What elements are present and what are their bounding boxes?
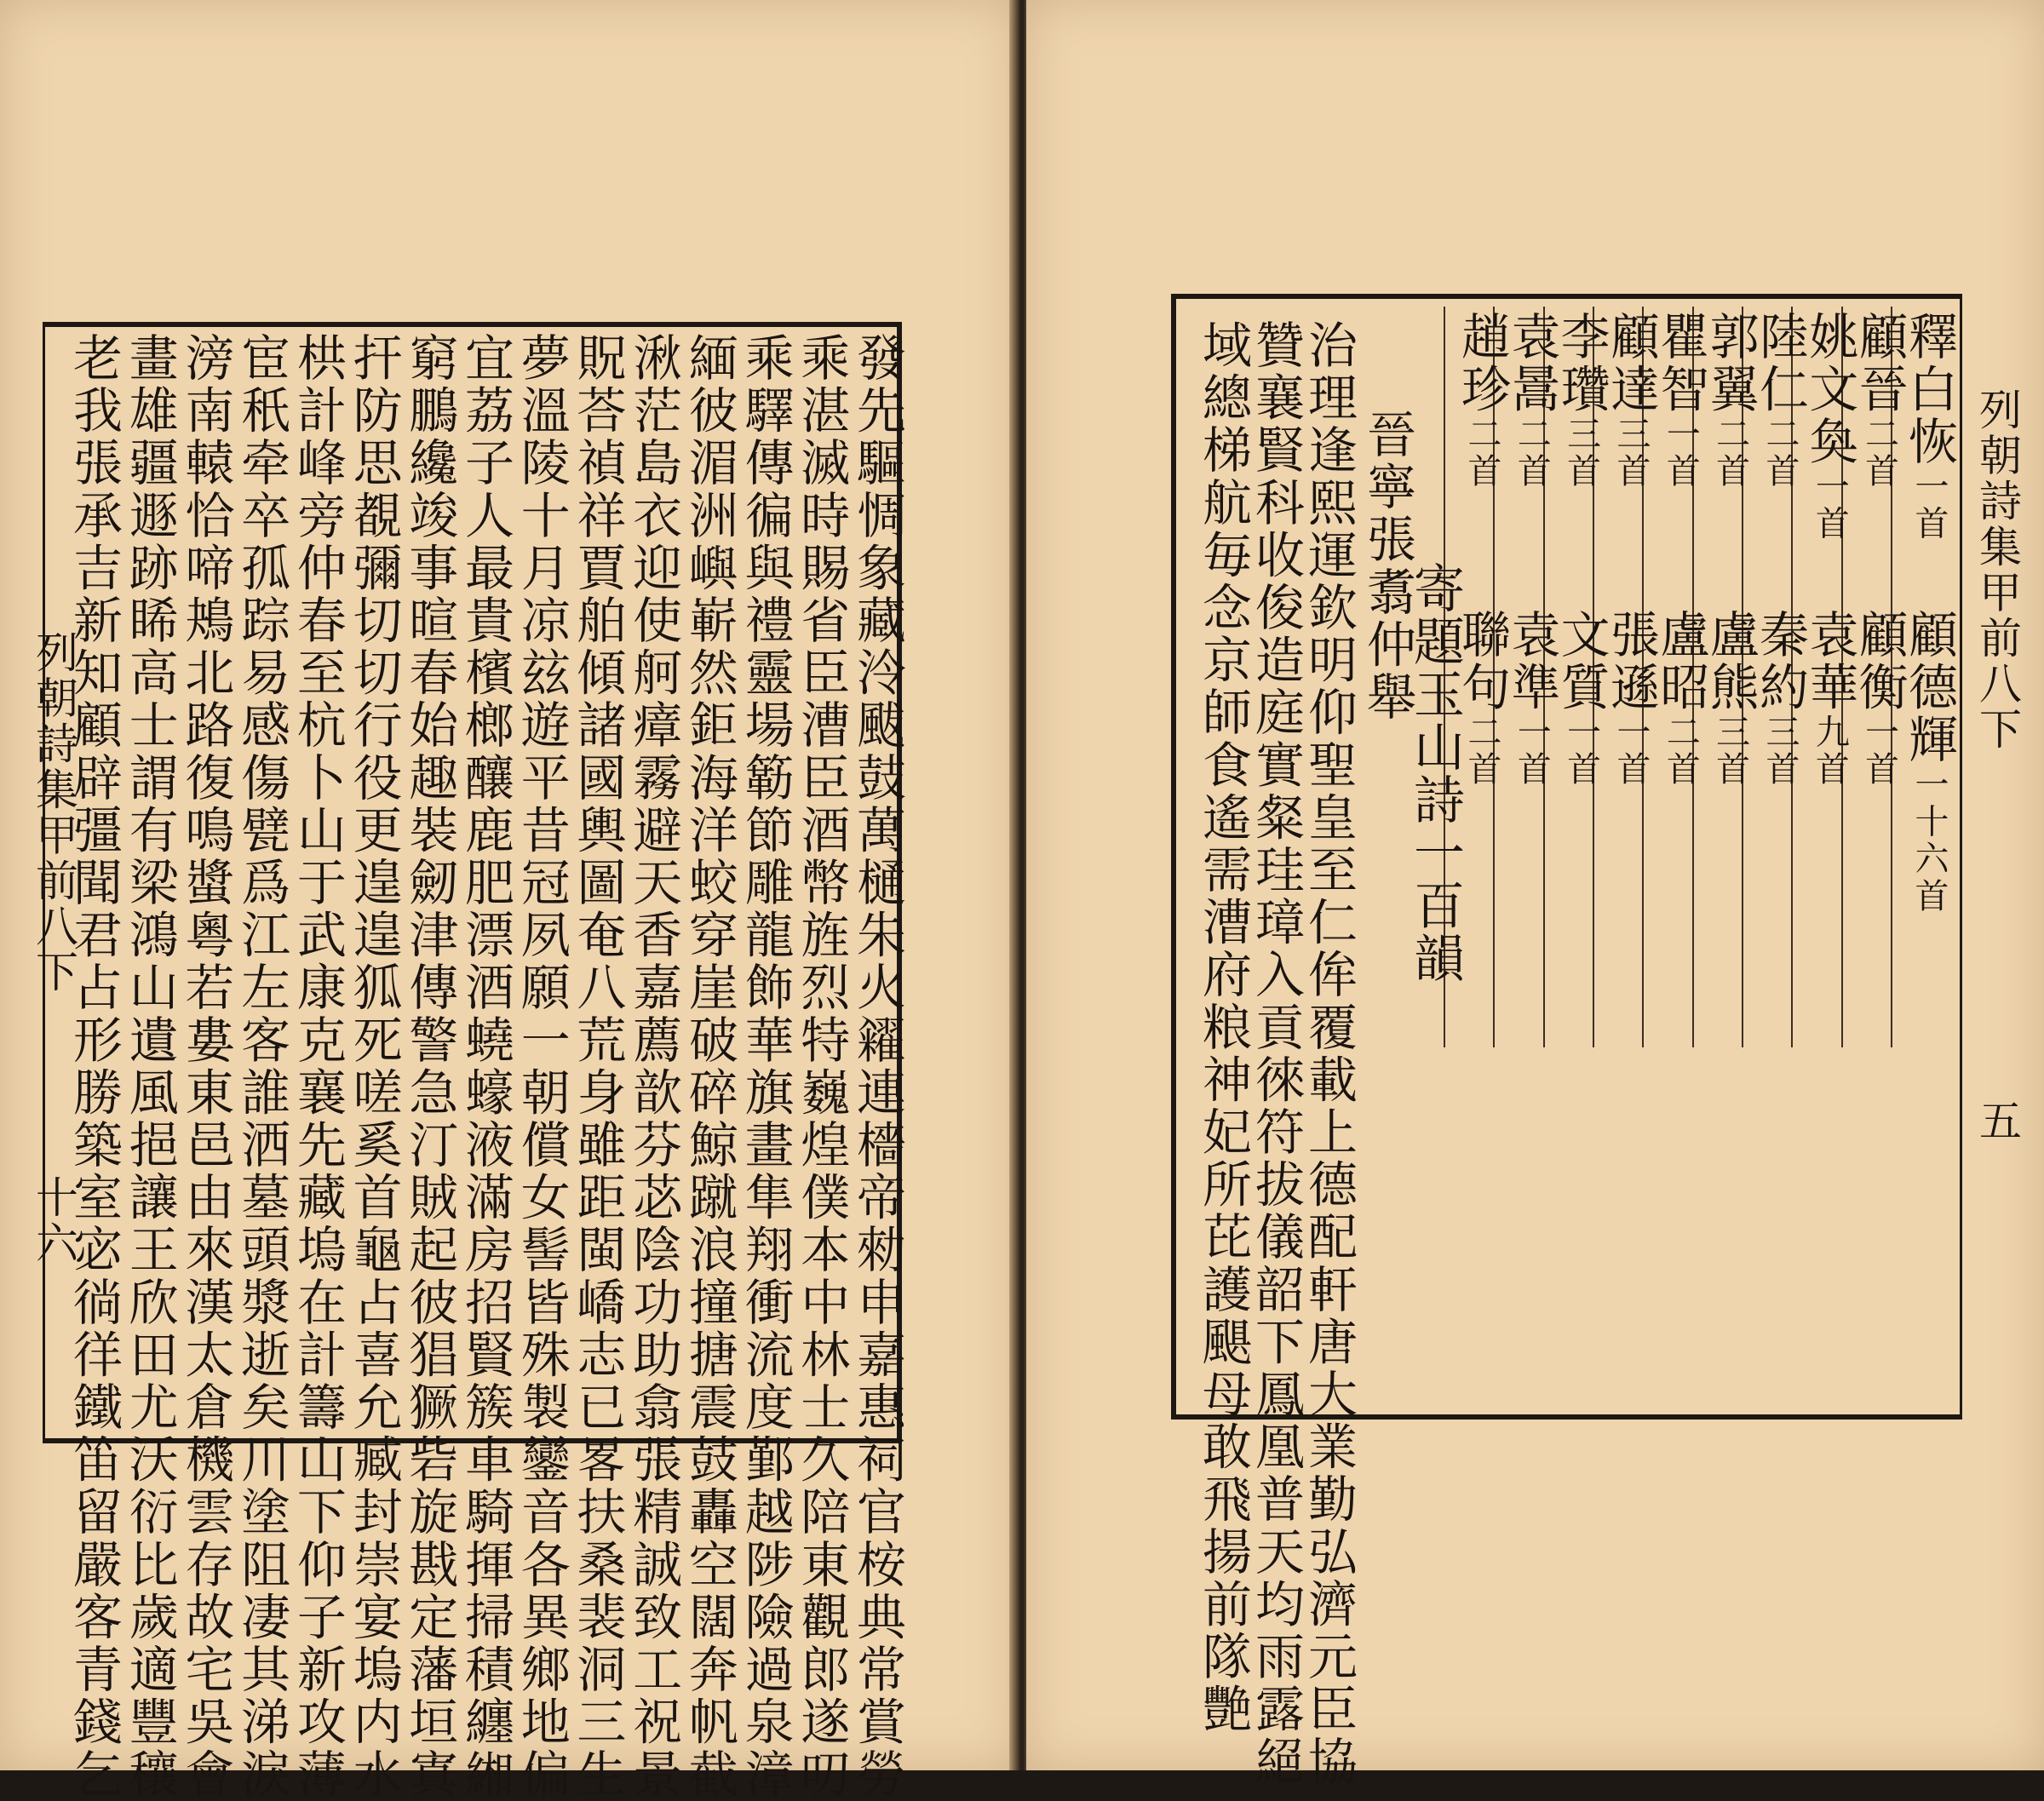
poem-text-column: 治理逢熙運欽明仰聖皇至仁侔覆載上德配軒唐大業勤弘濟元臣協 bbox=[1300, 319, 1358, 1788]
toc-entry bbox=[1751, 609, 1809, 789]
toc-entry-count: 二首 bbox=[1760, 416, 1800, 490]
toc-entry-count: 二首 bbox=[1462, 416, 1501, 490]
right-margin-label: 列朝詩集甲前八下 bbox=[1972, 387, 2022, 753]
left-text-column: 老我張承吉新知顧辟彊聞君占形勝築室宓徜徉鐵笛留嚴客青錢乞 bbox=[65, 332, 123, 1801]
toc-entry-count: 一首 bbox=[1611, 714, 1651, 789]
toc-entry-name: 李瓚 bbox=[1552, 311, 1611, 416]
toc-entry-name: 盧熊 bbox=[1701, 609, 1760, 714]
poem-title: 寄題玉山詩一百韻 bbox=[1405, 562, 1465, 984]
toc-entry-name: 袁華 bbox=[1800, 609, 1859, 714]
toc-entry bbox=[1800, 609, 1859, 789]
toc-entry-name: 釋白恢 bbox=[1900, 311, 1958, 468]
toc-entry-count: 一首 bbox=[1561, 714, 1601, 789]
toc-entry bbox=[1850, 609, 1909, 789]
toc-entry bbox=[1552, 609, 1611, 789]
toc-entry bbox=[1602, 609, 1660, 789]
toc-entry-name: 秦約 bbox=[1751, 609, 1809, 714]
toc-entry-count: 一首 bbox=[1909, 467, 1949, 543]
toc-entry-name: 姚文奐 bbox=[1800, 311, 1859, 468]
toc-entry bbox=[1701, 311, 1760, 490]
toc-entry-name: 顧衡 bbox=[1850, 609, 1909, 714]
right-folio: 五 bbox=[1972, 1098, 2022, 1144]
left-text-column: 乘驛傳徧與禮靈場簕節雕龍飾華旗畫隼翔衝流度鄞越陟險過泉漳 bbox=[736, 332, 795, 1801]
left-text-column: 滂南轅恰啼鴂北路復鳴螿粵若婁東邑由來漢太倉機雲存故宅吳會 bbox=[176, 332, 235, 1801]
toc-entry-name: 趙珍 bbox=[1453, 311, 1511, 416]
left-margin-label: 列朝詩集甲前八下 bbox=[29, 630, 78, 995]
toc-entry-count: 三首 bbox=[1561, 416, 1601, 490]
left-text-column: 貺荅禎祥賈舶傾諸國輿圖奄八荒身雖距閩嶠志已畧扶桑裴洞三生 bbox=[568, 332, 627, 1801]
toc-entry-count: 三首 bbox=[1760, 714, 1800, 789]
toc-entry-count: 一首 bbox=[1661, 416, 1701, 490]
toc-entry-count: 一首 bbox=[1810, 467, 1850, 543]
left-text-column: 窮鵬纔竣事暄春始趣裝劒津傳警急汀賊起彼猖獗砦旋戡定藩垣寘 bbox=[400, 332, 459, 1801]
toc-entry bbox=[1850, 311, 1909, 490]
toc-entry-count: 二首 bbox=[1462, 714, 1501, 789]
toc-entry bbox=[1800, 311, 1859, 543]
toc-entry bbox=[1651, 609, 1710, 789]
toc-entry-name: 郭翼 bbox=[1701, 311, 1760, 416]
toc-entry-name: 陸仁 bbox=[1751, 311, 1809, 416]
left-text-column: 宜荔子人最貴檳榔釀鹿肥漂酒蟯蠔液滿房招賢簇車騎揮掃積纏緗 bbox=[456, 332, 514, 1801]
toc-entry bbox=[1552, 311, 1611, 490]
poem-text-column: 域總梯航毎念京師食遙需漕府粮神妃所芘護颶母敢飛揚前隊艷 bbox=[1194, 319, 1252, 1736]
left-text-column: 宦秖牵卒孤踪易感傷甓爲江左客誰洒墓頭漿逝矣川塗阻凄其涕淚 bbox=[233, 332, 291, 1801]
left-text-column: 夢溫陵十月凉玆遊平昔冠夙願一朝償女髻皆殊製鑾音各異鄉地偏 bbox=[512, 332, 571, 1801]
toc-entry-name: 張遜 bbox=[1602, 609, 1660, 714]
toc-entry-name: 盧昭 bbox=[1651, 609, 1710, 714]
toc-entry-count: 二首 bbox=[1661, 714, 1701, 789]
toc-entry-name: 袁準 bbox=[1502, 609, 1561, 714]
left-text-column: 湫茫島衣迎使舸瘴霧避天香嘉薦歆芬苾陰功助翕張精誠致工祝景 bbox=[624, 332, 683, 1801]
toc-entry-name: 顧德輝 bbox=[1900, 609, 1958, 766]
left-text-column: 扞防思覩彌切切行役更遑遑狐死嗟奚首龜占喜允臧封崇宴塢内水 bbox=[344, 332, 403, 1801]
toc-entry bbox=[1900, 311, 1958, 543]
toc-entry bbox=[1651, 311, 1710, 490]
toc-entry-name: 文質 bbox=[1552, 609, 1611, 714]
toc-entry-name: 聯句 bbox=[1453, 609, 1511, 714]
toc-entry bbox=[1701, 609, 1760, 789]
toc-entry-name: 瞿智 bbox=[1651, 311, 1710, 416]
toc-entry bbox=[1502, 609, 1561, 789]
left-text-column: 緬彼湄洲嶼嶄然鉅海洋蛟穿崖破碎鯨蹴浪撞搪震鼓轟空闊奔帆截 bbox=[680, 332, 738, 1801]
toc-entry bbox=[1502, 311, 1561, 490]
left-text-column: 畫雄疆遯跡睎高士謂有梁鴻山遺風挹讓王欣田尤沃衍比歲適豐穰 bbox=[120, 332, 179, 1801]
left-folio: 十六 bbox=[29, 1175, 78, 1267]
toc-entry bbox=[1900, 609, 1958, 915]
toc-entry-count: 一首 bbox=[1859, 714, 1899, 789]
left-text-column: 發先驅惆象藏泠颰鼓萬樋朱火糴連檣帝勑申嘉惠祠官桉典常賞勞 bbox=[848, 332, 906, 1801]
toc-entry-count: 二首 bbox=[1710, 416, 1750, 490]
toc-entry bbox=[1453, 311, 1511, 490]
toc-entry-count: 三首 bbox=[1710, 714, 1750, 789]
poem-author: 晉寧張翥仲舉 bbox=[1358, 409, 1416, 724]
toc-entry-count: 一十六首 bbox=[1909, 766, 1949, 915]
toc-entry-count: 一首 bbox=[1512, 714, 1552, 789]
toc-entry-name: 袁暠 bbox=[1502, 311, 1561, 416]
left-text-column: 栱計峰旁仲春至杭卜山于武康克襄先藏塢在計籌山下仰子新攻薄 bbox=[288, 332, 347, 1801]
toc-entry-count: 九首 bbox=[1810, 714, 1850, 789]
toc-entry-count: 二首 bbox=[1512, 416, 1552, 490]
toc-entry bbox=[1602, 311, 1660, 490]
toc-entry-name: 顧達 bbox=[1602, 311, 1660, 416]
toc-entry-count: 二首 bbox=[1859, 416, 1899, 490]
toc-entry-count: 三首 bbox=[1611, 416, 1651, 490]
left-text-column: 乘湛滅時賜省臣漕臣酒幣旌烈特巍煌僕本中林士久陪東觀郎遂叨 bbox=[792, 332, 851, 1801]
poem-text-column: 贊襄賢科收俊造庭實粲珪璋入貢徠符拔儀韶下鳳凰普天均雨露絕 bbox=[1247, 319, 1305, 1788]
toc-entry bbox=[1751, 311, 1809, 490]
toc-entry-name: 顧晉 bbox=[1850, 311, 1909, 416]
